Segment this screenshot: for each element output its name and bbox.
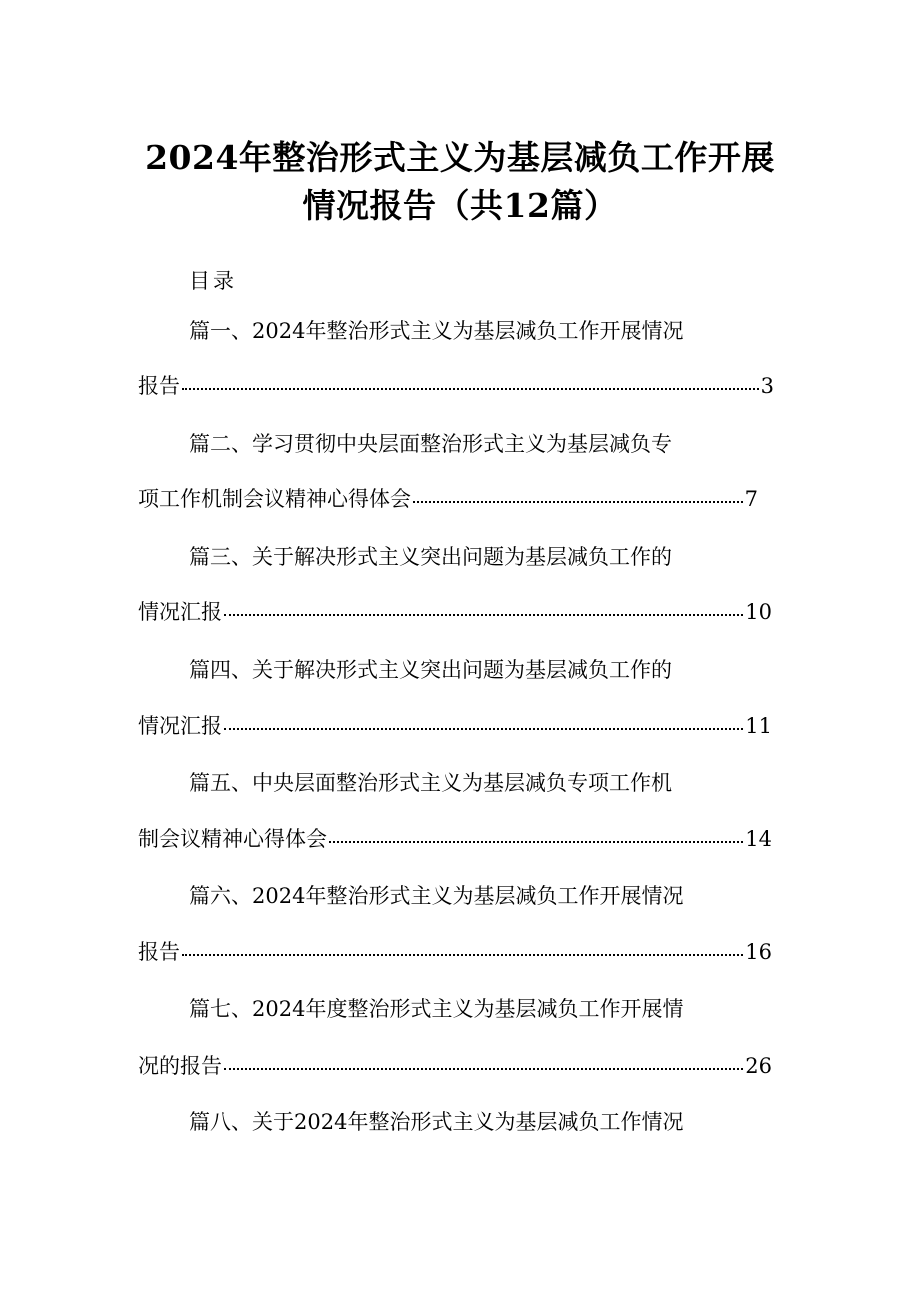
document-title-line1: 2024年整治形式主义为基层减负工作开展: [145, 138, 775, 177]
toc-entry-2-line2[interactable]: [138, 489, 758, 510]
toc-entry-8-line1[interactable]: 篇八、关于2024年整治形式主义为基层减负工作情况: [189, 1110, 684, 1134]
toc-entry-4-line1[interactable]: 篇四、关于解决形式主义突出问题为基层减负工作的: [189, 658, 672, 682]
dot-leader: [413, 501, 743, 503]
toc-label: 目录: [189, 269, 237, 293]
dot-leader: [224, 614, 743, 616]
toc-entry-2-line1[interactable]: 篇二、学习贯彻中央层面整治形式主义为基层减负专: [189, 432, 672, 456]
toc-page-number: 16: [745, 940, 772, 964]
toc-entry-text: 制会议精神心得体会: [138, 827, 327, 851]
dot-leader: [182, 954, 743, 956]
toc-entry-7-line2[interactable]: [138, 1056, 772, 1077]
toc-entry-4-line2[interactable]: [138, 716, 772, 737]
toc-entry-3-line2[interactable]: [138, 602, 772, 623]
toc-entry-text: 报告: [138, 374, 180, 398]
toc-entry-5-line1[interactable]: 篇五、中央层面整治形式主义为基层减负专项工作机: [189, 771, 672, 795]
toc-entry-text: 项工作机制会议精神心得体会: [138, 487, 411, 511]
toc-page-number: 3: [760, 374, 774, 398]
toc-entry-1-line1[interactable]: 篇一、2024年整治形式主义为基层减负工作开展情况: [189, 319, 684, 343]
toc-entry-6-line2[interactable]: [138, 942, 772, 963]
toc-entry-text: 况的报告: [138, 1054, 222, 1078]
dot-leader: [182, 388, 759, 390]
toc-entry-6-line1[interactable]: 篇六、2024年整治形式主义为基层减负工作开展情况: [189, 884, 684, 908]
toc-entry-text: 情况汇报: [138, 714, 222, 738]
toc-entry-text: 报告: [138, 940, 180, 964]
toc-entry-5-line2[interactable]: [138, 829, 772, 850]
toc-entry-3-line1[interactable]: 篇三、关于解决形式主义突出问题为基层减负工作的: [189, 545, 672, 569]
document-title-line2: 情况报告（共12篇）: [302, 186, 618, 225]
toc-page-number: 7: [744, 487, 758, 511]
toc-entry-1-line2[interactable]: [138, 376, 774, 397]
toc-entry-7-line1[interactable]: 篇七、2024年度整治形式主义为基层减负工作开展情: [189, 997, 684, 1021]
toc-page-number: 14: [745, 827, 772, 851]
toc-entry-text: 情况汇报: [138, 600, 222, 624]
toc-page-number: 11: [745, 714, 772, 738]
dot-leader: [224, 728, 743, 730]
dot-leader: [224, 1068, 743, 1070]
dot-leader: [329, 841, 743, 843]
toc-page-number: 10: [745, 600, 772, 624]
toc-page-number: 26: [745, 1054, 772, 1078]
